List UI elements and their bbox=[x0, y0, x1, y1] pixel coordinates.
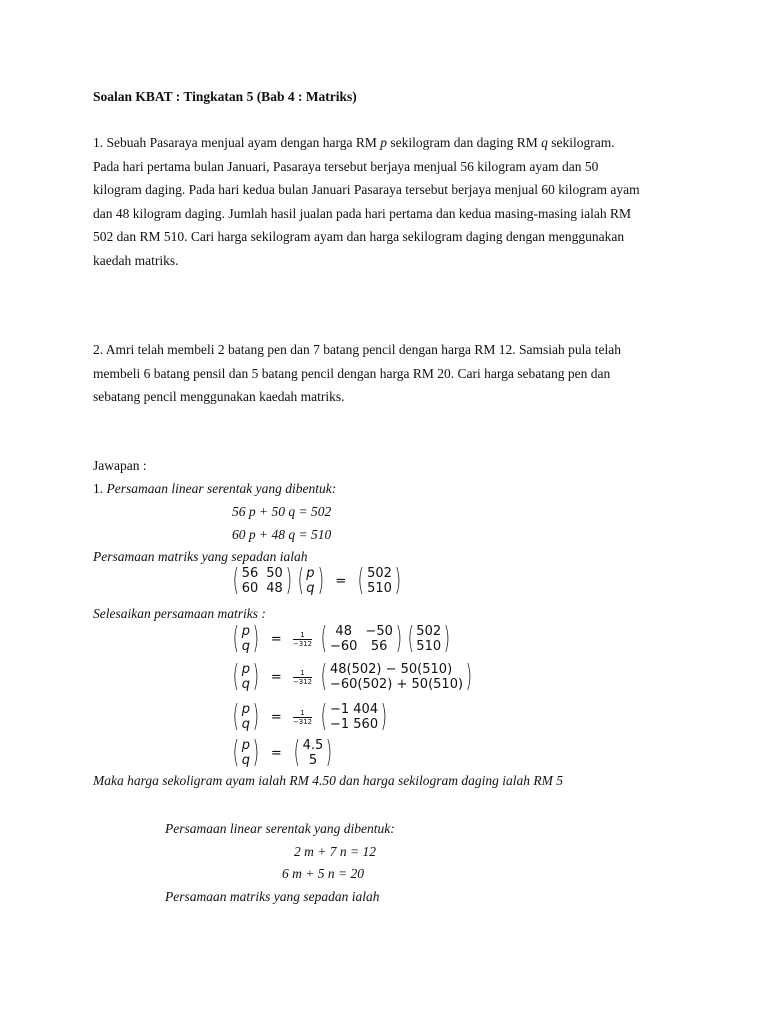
matrix-cell: 56 bbox=[241, 566, 259, 581]
matrix-label: Persamaan matriks yang sepadan ialah bbox=[93, 549, 308, 564]
rhs-cell: 510 bbox=[416, 639, 442, 654]
answer-heading: Jawapan : bbox=[93, 458, 147, 473]
solution-step-3: ( p q ) = $\frac{1}{-312}$ ( −1 404 −1 560 ) bbox=[232, 699, 388, 734]
matrix-cell: 48 bbox=[266, 581, 283, 596]
page-title: Soalan KBAT : Tingkatan 5 (Bab 4 : Matriks) bbox=[93, 89, 357, 104]
variable: p bbox=[241, 702, 250, 717]
matrix-cell: 50 bbox=[266, 566, 283, 581]
result-cell: 4.5 bbox=[302, 738, 324, 753]
q1-line: 502 dan RM 510. Cari harga sekilogram ayam dan harga sekilogram daging dengan menggunakan bbox=[93, 229, 625, 244]
rhs-cell: 502 bbox=[367, 566, 392, 581]
variable: p bbox=[306, 566, 315, 581]
solve-label: Selesaikan persamaan matriks : bbox=[93, 606, 266, 621]
variable: q bbox=[241, 639, 250, 654]
variable: p bbox=[241, 662, 250, 677]
frac-num: 1 bbox=[300, 630, 305, 639]
q2-line: sebatang pencil menggunakan kaedah matriks. bbox=[93, 389, 345, 404]
expanded-cell: −60(502) + 50(510) bbox=[329, 677, 464, 692]
matrix-equation: ( 56 50 60 48 ) ( p q ) = ( 502 510 ) bbox=[232, 563, 402, 598]
inverse-cell: −50 bbox=[365, 624, 393, 639]
variable: q bbox=[241, 717, 250, 732]
q1-line: kilogram daging. Pada hari kedua bulan Januari Pasaraya tersebut berjaya menjual 60 kilogram ayam bbox=[93, 182, 640, 197]
variable: q bbox=[241, 677, 250, 692]
solution-step-2: ( p q ) = $\frac{1}{-312}$ ( 48(502) − 50(510) −60(502) + 50(510) ) bbox=[232, 659, 473, 694]
frac-den: −312 bbox=[292, 639, 313, 648]
q2-matrix-label: Persamaan matriks yang sepadan ialah bbox=[165, 889, 380, 904]
solution-step-4: ( p q ) = ( 4.5 5 ) bbox=[232, 735, 333, 770]
frac-num: 1 bbox=[300, 668, 305, 677]
inverse-cell: 48 bbox=[335, 624, 352, 639]
q2-line: membeli 6 batang pensil dan 5 batang pencil dengan harga RM 20. Cari harga sebatang pen dan bbox=[93, 365, 611, 381]
rhs-cell: 510 bbox=[367, 581, 392, 596]
q1-line: Pada hari pertama bulan Januari, Pasaraya tersebut berjaya menjual 56 kilogram ayam dan 50 bbox=[93, 158, 599, 174]
conclusion: Maka harga sekoligram ayam ialah RM 4.50 dan harga sekilogram daging ialah RM 5 bbox=[93, 773, 563, 788]
rhs-cell: 502 bbox=[416, 624, 442, 639]
q2-equation-2: 6 m + 5 n = 20 bbox=[282, 866, 364, 881]
result-cell: 5 bbox=[308, 753, 318, 768]
question-1 bbox=[93, 131, 675, 272]
product-cell: −1 404 bbox=[329, 702, 379, 717]
solution-step-1: ( p q ) = $\frac{1}{-312}$ ( 48 −50 −60 56 ) ( 502 510 ) bbox=[232, 621, 451, 656]
inverse-cell: 56 bbox=[370, 639, 388, 654]
frac-den: −312 bbox=[292, 677, 313, 686]
linear-label: Persamaan linear serentak yang dibentuk: bbox=[106, 481, 337, 496]
variable: p bbox=[241, 738, 250, 753]
question-2 bbox=[93, 338, 675, 409]
frac-num: 1 bbox=[300, 708, 305, 717]
q2-line: 2. Amri telah membeli 2 batang pen dan 7 batang pencil dengan harga RM 12. Samsiah pula telah bbox=[93, 342, 621, 357]
q1-line: kaedah matriks. bbox=[93, 252, 179, 268]
expanded-cell: 48(502) − 50(510) bbox=[329, 662, 453, 677]
variable: q bbox=[241, 753, 250, 768]
frac-den: −312 bbox=[292, 717, 313, 726]
answer-number: 1. bbox=[93, 481, 104, 496]
product-cell: −1 560 bbox=[329, 717, 379, 732]
q1-line: dan 48 kilogram daging. Jumlah hasil jualan pada hari pertama dan kedua masing-masing ialah RM bbox=[93, 205, 631, 221]
q1-line: 1. Sebuah Pasaraya menjual ayam dengan harga RM p sekilogram dan daging RM q sekilogram. bbox=[93, 135, 615, 150]
inverse-cell: −60 bbox=[329, 639, 358, 654]
q2-linear-label: Persamaan linear serentak yang dibentuk: bbox=[165, 821, 395, 836]
answer-1 bbox=[93, 481, 336, 497]
equation-1: 56 p + 50 q = 502 bbox=[232, 504, 332, 519]
variable: p bbox=[241, 624, 250, 639]
variable: q bbox=[306, 581, 315, 596]
matrix-cell: 60 bbox=[241, 581, 259, 596]
equation-2: 60 p + 48 q = 510 bbox=[232, 527, 332, 542]
q2-equation-1: 2 m + 7 n = 12 bbox=[294, 844, 376, 859]
